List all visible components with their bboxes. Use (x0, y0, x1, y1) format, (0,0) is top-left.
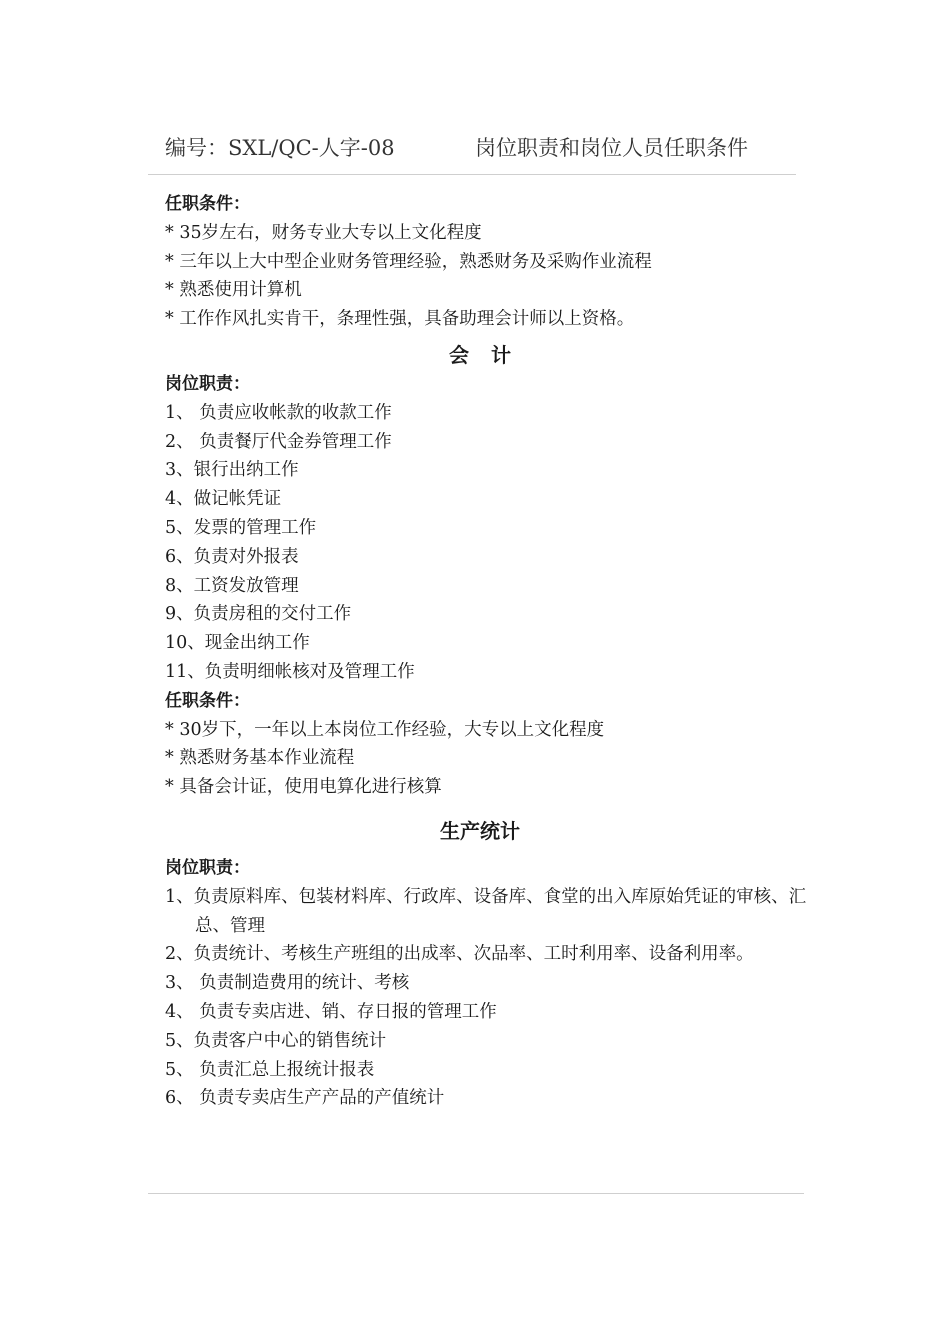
duty-item: 10、现金出纳工作 (165, 633, 310, 654)
duty-item: 6、负责对外报表 (165, 546, 299, 567)
document-title: 岗位职责和岗位人员任职条件 (475, 136, 748, 160)
duty-item: 9、负责房租的交付工作 (165, 604, 352, 625)
condition-item: * 熟悉使用计算机 (165, 280, 302, 301)
condition-item: * 熟悉财务基本作业流程 (165, 748, 355, 769)
duty-item: 1、 负责应收帐款的收款工作 (165, 402, 392, 423)
duty-item: 5、发票的管理工作 (165, 517, 317, 538)
duty-item: 6、 负责专卖店生产产品的产值统计 (165, 1088, 445, 1109)
header-divider (148, 174, 796, 175)
duty-item: 3、 负责制造费用的统计、考核 (165, 973, 410, 994)
footer-divider (148, 1193, 804, 1194)
page-header (165, 132, 785, 164)
duty-item: 5、 负责汇总上报统计报表 (165, 1059, 375, 1080)
duty-item: 1、负责原料库、包装材料库、行政库、设备库、食堂的出入库原始凭证的审核、汇总、管理 (165, 886, 807, 936)
duty-item: 8、工资发放管理 (165, 575, 299, 596)
condition-item: * 30岁下，一年以上本岗位工作经验，大专以上文化程度 (165, 719, 605, 740)
condition-item: * 工作作风扎实肯干，条理性强，具备助理会计师以上资格。 (165, 309, 635, 330)
condition-item: * 三年以上大中型企业财务管理经验，熟悉财务及采购作业流程 (165, 251, 652, 272)
duty-item: 2、负责统计、考核生产班组的出成率、次品率、工时利用率、设备利用率。 (165, 944, 754, 965)
duty-item: 3、银行出纳工作 (165, 460, 299, 481)
duty-item: 5、负责客户中心的销售统计 (165, 1030, 387, 1051)
duty-item: 4、 负责专卖店进、销、存日报的管理工作 (165, 1001, 497, 1022)
duty-item: 4、做记帐凭证 (165, 489, 282, 510)
section-title-accountant: 会计 (449, 342, 533, 367)
condition-item: * 具备会计证，使用电算化进行核算 (165, 777, 442, 798)
duties-heading: 岗位职责： (165, 857, 250, 878)
document-code: 编号：SXL/QC-人字-08 (165, 136, 395, 160)
conditions-heading: 任职条件： (165, 194, 250, 214)
duty-item: 11、负责明细帐核对及管理工作 (165, 661, 415, 682)
section-title-production-stats: 生产统计 (440, 818, 520, 843)
duties-heading: 岗位职责： (165, 373, 250, 394)
document-body (165, 190, 807, 1113)
duty-item: 2、 负责餐厅代金券管理工作 (165, 431, 392, 452)
condition-item: * 35岁左右，财务专业大专以上文化程度 (165, 222, 482, 243)
conditions-heading: 任职条件： (165, 690, 250, 711)
